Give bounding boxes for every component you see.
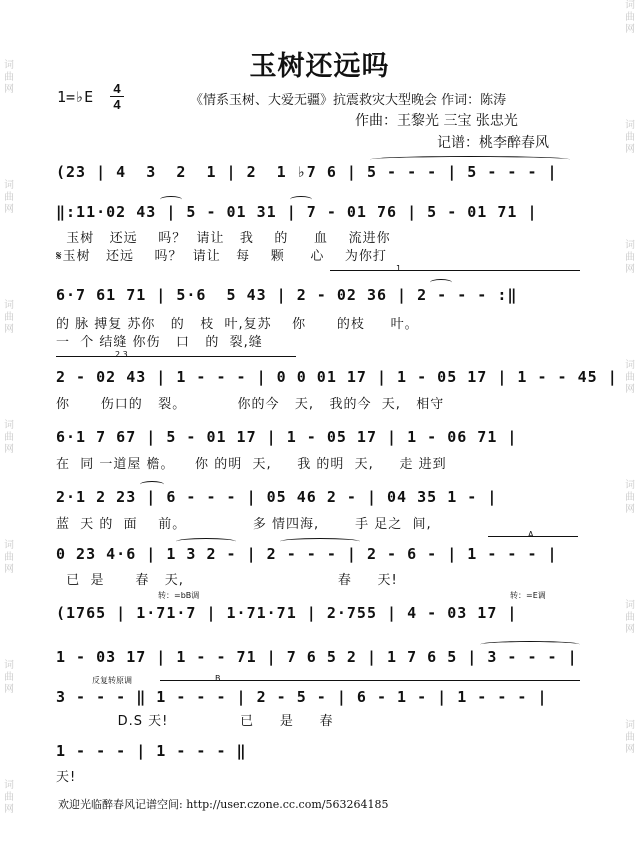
watermark-left-2: 词 曲 网 (4, 180, 14, 215)
tie-arc (280, 538, 360, 545)
slur-arc (176, 538, 236, 545)
notation-row-5: 6·1 7 67 | 5 - 01 17 | 1 - 05 17 | 1 - 06 71 | (56, 428, 518, 446)
lyric-verse-1: 的 脉 搏复 苏你 的 枝 叶,复苏 你 的枝 叶。 (56, 317, 419, 332)
slur-arc (430, 279, 452, 286)
watermark-right-2: 词 曲 网 (625, 120, 635, 155)
modulation-note-e: 转：=E调 (510, 591, 546, 600)
footer-credit: 欢迎光临醉春风记谱空间: http://user.czone.cc.com/563264185 (58, 798, 389, 811)
watermark-right-6: 词 曲 网 (625, 600, 635, 635)
notation-row-6: 2·1 2 23 | 6 - - - | 05 46 2 - | 04 35 1 - | (56, 488, 498, 506)
key-signature: 1=♭E (57, 88, 94, 106)
event-and-lyricist: 《情系玉树、大爱无疆》抗震救灾大型晚会 作词：陈涛 (190, 93, 507, 108)
repeat-return-note: 反复转原调 (92, 676, 132, 685)
transcriber-credit: 记谱：桃李醉春风 (437, 135, 549, 151)
notation-row-1: (23 | 4 3 2 1 | 2 1 ♭7 6 | 5 - - - | 5 - - - | (56, 163, 558, 181)
watermark-left-7: 词 曲 网 (4, 780, 14, 815)
lyric-line: D.S 天! 已 是 春 (56, 714, 334, 729)
notation-row-3: 6·7 61 71 | 5·6 5 43 | 2 - 02 36 | 2 - - - :‖ (56, 286, 518, 304)
lyric-line: 蓝 天 的 面 前。 多 情四海, 手 足之 间, (56, 517, 432, 532)
watermark-right-7: 词 曲 网 (625, 720, 635, 755)
notation-row-11: 1 - - - | 1 - - - ‖ (56, 742, 247, 760)
ending-label-1: 1 (396, 264, 402, 273)
tie-arc (370, 156, 570, 163)
watermark-right-4: 词 曲 网 (625, 360, 635, 395)
lyric-verse-2: 𝄋玉树 还远 吗？ 请让 每 颗 心 为你打 (56, 249, 387, 264)
notation-row-10: 3 - - - ‖ 1 - - - | 2 - 5 - | 6 - 1 - | 1 - - - | (56, 688, 548, 706)
slur-arc (140, 481, 164, 488)
lyric-line: 在 同 一道屋 檐。 你 的明 天, 我 的明 天, 走 进到 (56, 457, 447, 472)
watermark-left-1: 词 曲 网 (4, 60, 14, 95)
lyric-verse-2: 一 个 结缝 你伤 口 的 裂,缝 (56, 335, 263, 350)
time-signature: 4 4 (110, 82, 124, 111)
lyric-line: 已 是 春 天, 春 天! (56, 573, 398, 588)
ending-bracket-1 (330, 270, 580, 271)
lyric-line: 你 伤口的 裂。 你的今 天, 我的今 天, 相守 (56, 397, 445, 412)
notation-row-7: 0 23 4·6 | 1 3 2 - | 2 - - - | 2 - 6 - | 1 - - - | (56, 545, 558, 563)
ending-label-2: 2.3 (115, 350, 128, 359)
watermark-left-6: 词 曲 网 (4, 660, 14, 695)
watermark-left-3: 词 曲 网 (4, 300, 14, 335)
watermark-right-3: 词 曲 网 (625, 240, 635, 275)
notation-row-4: 2 - 02 43 | 1 - - - | 0 0 01 17 | 1 - 05 17 | 1 - - 45 | (56, 368, 618, 386)
slur-arc (290, 196, 312, 203)
ending-label-b: B (215, 674, 221, 683)
ending-label-a: A (528, 530, 534, 539)
song-title: 玉树还远吗 (249, 51, 390, 82)
lyric-verse-1: 玉树 还远 吗？ 请让 我 的 血 流进你 (56, 231, 391, 246)
notation-row-9: 1 - 03 17 | 1 - - 71 | 7 6 5 2 | 1 7 6 5 | 3 - - - | (56, 648, 578, 666)
watermark-right-5: 词 曲 网 (625, 480, 635, 515)
tie-arc (480, 641, 580, 648)
watermark-left-4: 词 曲 网 (4, 420, 14, 455)
notation-row-8: (1765 | 1·71·7 | 1·71·71 | 2·755 | 4 - 03 17 | (56, 604, 518, 622)
ending-bracket-b (160, 680, 580, 681)
ending-bracket-2 (56, 356, 296, 357)
slur-arc (160, 196, 182, 203)
composer-credit: 作曲：王黎光 三宝 张忠光 (355, 113, 518, 129)
notation-row-2: ‖:11·02 43 | 5 - 01 31 | 7 - 01 76 | 5 - 01 71 | (56, 203, 538, 221)
watermark-left-5: 词 曲 网 (4, 540, 14, 575)
lyric-line: 天! (56, 770, 77, 785)
modulation-note-bb: 转：=bB调 (158, 591, 200, 600)
watermark-right-1: 词 曲 网 (625, 0, 635, 35)
